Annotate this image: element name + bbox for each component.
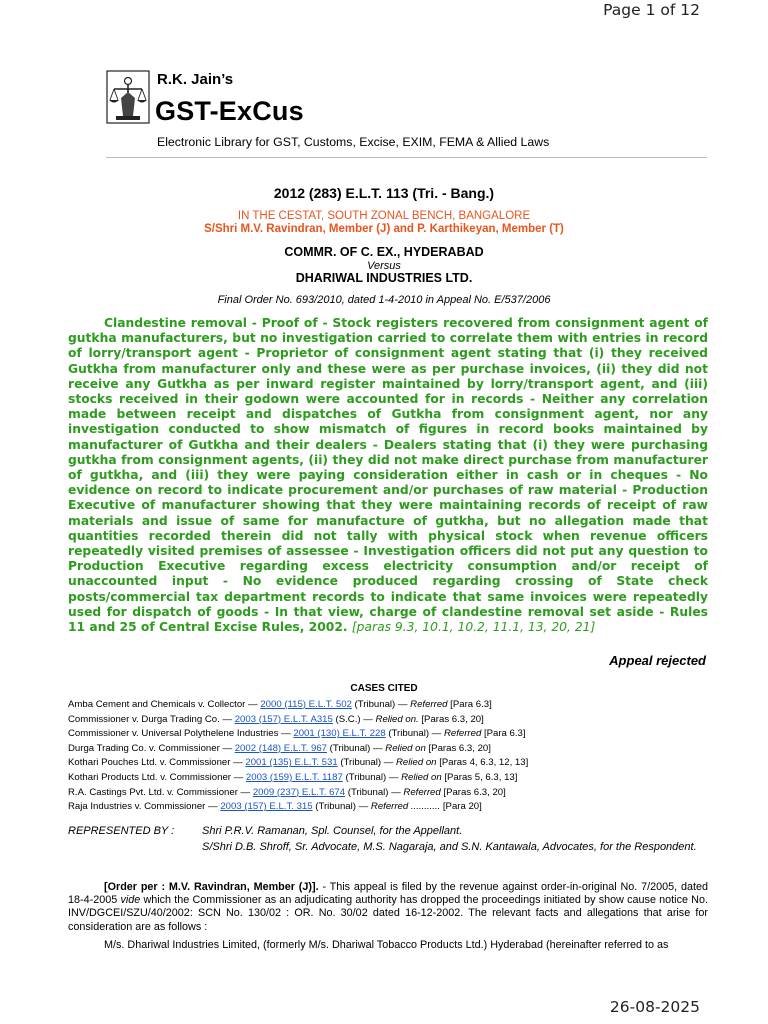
case-party: Raja Industries v. Commissioner —: [68, 801, 218, 813]
represented-by-label: REPRESENTED BY :: [68, 825, 175, 837]
case-cited-row: [68, 786, 708, 801]
case-citation-link[interactable]: 2003 (157) E.L.T. A315: [234, 713, 333, 725]
case-citation-link[interactable]: 2002 (148) E.L.T. 967: [234, 742, 327, 754]
respondent-party: DHARIWAL INDUSTRIES LTD.: [295, 271, 473, 285]
verdict: Appeal rejected: [609, 653, 706, 668]
page-indicator: Page 1 of 12: [603, 1, 700, 19]
case-forum: (S.C.) —: [335, 713, 373, 725]
order-paragraph: [68, 881, 708, 934]
case-citation-link[interactable]: 2003 (157) E.L.T. 315: [220, 801, 313, 813]
case-forum: (Tribunal) —: [354, 699, 408, 710]
case-citation-link[interactable]: 2000 (115) E.L.T. 502: [260, 699, 352, 710]
header-divider: [106, 157, 707, 158]
appellant-counsel: Shri P.R.V. Ramanan, Spl. Counsel, for the Appellant.: [202, 825, 463, 837]
case-cited-row: [68, 771, 708, 786]
case-citation-link[interactable]: 2001 (135) E.L.T. 531: [245, 757, 338, 769]
intro-paragraph: M/s. Dhariwal Industries Limited, (formerly M/s. Dhariwal Tobacco Products Ltd.) Hyderabad (hereinafter referred to as: [104, 939, 669, 951]
versus-label: Versus: [367, 260, 401, 272]
case-party: Amba Cement and Chemicals v. Collector —: [68, 699, 258, 710]
case-paras: [Paras 6.3, 20]: [421, 713, 484, 725]
case-citation: 2012 (283) E.L.T. 113 (Tri. - Bang.): [273, 185, 495, 201]
case-status: Referred: [403, 786, 441, 798]
case-forum: (Tribunal) —: [345, 771, 399, 783]
case-status: Referred ...........: [370, 801, 441, 813]
case-status: Referred: [443, 728, 482, 740]
appellant-party: COMMR. OF C. EX., HYDERABAD: [284, 245, 484, 259]
brand-name: GST-ExCus: [155, 96, 304, 126]
footer-date: 26-08-2025: [609, 998, 700, 1016]
order-text-2: which the Commissioner as an adjudicating authority has dropped the proceedings initiated by show cause notice No. INV/DGCEI/SZU/40/2002: SCN No. 130/02 : OR. No. 30/02 dated 16-12-2002. The relevant facts and allegations that arise for consideration are as follows :: [68, 894, 708, 933]
case-party: Kothari Pouches Ltd. v. Commissioner —: [68, 757, 243, 769]
order-vide: vide: [120, 894, 141, 907]
case-status: Relied on.: [375, 713, 419, 725]
cases-cited-list: [68, 698, 708, 815]
case-citation-link[interactable]: 2001 (130) E.L.T. 228: [293, 728, 386, 740]
case-cited-row: [68, 742, 708, 757]
order-text-1: - This appeal is filed by the revenue against order-in-original No. 7/2005, dated 18-4-2005: [68, 881, 708, 907]
case-forum: (Tribunal) —: [340, 757, 394, 769]
case-status: Relied on: [385, 742, 426, 754]
case-citation-link[interactable]: 2003 (159) E.L.T. 1187: [245, 771, 343, 783]
bench-members: S/Shri M.V. Ravindran, Member (J) and P. Karthikeyan, Member (T): [204, 223, 564, 235]
brand-owner: R.K. Jain’s: [157, 71, 234, 88]
case-status: Referred: [410, 699, 448, 710]
case-party: Kothari Products Ltd. v. Commissioner —: [68, 771, 244, 783]
case-cited-row: [68, 713, 708, 728]
case-paras: [Para 20]: [442, 801, 482, 813]
headnote: [68, 316, 708, 635]
case-paras: [Para 6.3]: [450, 699, 492, 710]
case-party: Commissioner v. Durga Trading Co. —: [68, 713, 233, 725]
case-paras: [Paras 4, 6.3, 12, 13]: [439, 757, 529, 769]
scales-of-justice-emblem-icon: [106, 70, 150, 124]
headnote-text: Clandestine removal - Proof of - Stock registers recovered from consignment agent of gutkha manufacturers, but no investigation carried to correlate them with entries in record of lorry/transport agent - Proprietor of consignment agent stating that (i) they received Gutkha from manufacturer only and these were as per purchase invoices, (ii) they did not receive any Gutkha as per inward register maintained by lorry/transport agent, and (iii) stocks received in their godown were accounted for in records - Neither any correlation made between receipt and dispatches of Gutkha from consignment agent, nor any investigation conducted to show mismatch of figures in record books maintained by manufacturer of Gutkha and their dealers - Dealers stating that (i) they were purchasing gutkha from consignment agents, (ii) they did not make direct purchase from manufacturer of gutkha, and (iii) they were paying consideration either in cash or in cheques - No evidence on record to indicate procurement and/or purchases of raw material - Production Executive of manufacturer showing that they were maintaining records of receipt of raw materials and issue of same for manufacture of gutkha, but no allegation made that quantities recorded therein did not tally with physical stock when revenue officers repeatedly visited premises of assessee - Investigation officers did not put any question to Production Executive regarding excess electricity consumption and/or receipt of unaccounted input - No evidence produced regarding crossing of State check posts/commercial tax department records to indicate that same invoices were repeatedly used for dispatch of goods - In that view, charge of clandestine removal set aside - Rules 11 and 25 of Central Excise Rules, 2002.: [68, 316, 708, 635]
case-citation-link[interactable]: 2009 (237) E.L.T. 674: [252, 786, 346, 798]
case-status: Relied on: [395, 757, 437, 769]
case-status: Relied on: [401, 771, 442, 783]
case-party: Commissioner v. Universal Polythelene Industries —: [68, 728, 291, 740]
case-cited-row: [68, 756, 708, 771]
case-paras: [Paras 6.3, 20]: [443, 786, 506, 798]
case-paras: [Paras 6.3, 20]: [428, 742, 491, 754]
case-cited-row: [68, 727, 708, 742]
cases-cited-title: CASES CITED: [350, 683, 418, 694]
order-lead: [Order per : M.V. Ravindran, Member (J)].: [104, 881, 319, 893]
case-party: Durga Trading Co. v. Commissioner —: [68, 742, 233, 754]
brand-tagline: Electronic Library for GST, Customs, Excise, EXIM, FEMA & Allied Laws: [157, 135, 550, 149]
case-party: R.A. Castings Pvt. Ltd. v. Commissioner —: [68, 786, 251, 798]
respondent-counsel: S/Shri D.B. Shroff, Sr. Advocate, M.S. Nagaraja, and S.N. Kantawala, Advocates, for the Respondent.: [202, 841, 697, 853]
case-cited-row: [68, 698, 708, 713]
case-forum: (Tribunal) —: [315, 801, 369, 813]
case-forum: (Tribunal) —: [329, 742, 383, 754]
case-paras: [Paras 5, 6.3, 13]: [444, 771, 518, 783]
case-cited-row: [68, 800, 708, 815]
case-forum: (Tribunal) —: [388, 728, 442, 740]
headnote-paras: [paras 9.3, 10.1, 10.2, 11.1, 13, 20, 21]: [351, 620, 596, 635]
case-paras: [Para 6.3]: [483, 728, 526, 740]
final-order-line: Final Order No. 693/2010, dated 1-4-2010 in Appeal No. E/537/2006: [217, 294, 551, 306]
court-name: IN THE CESTAT, SOUTH ZONAL BENCH, BANGALORE: [237, 210, 531, 222]
case-forum: (Tribunal) —: [347, 786, 401, 798]
